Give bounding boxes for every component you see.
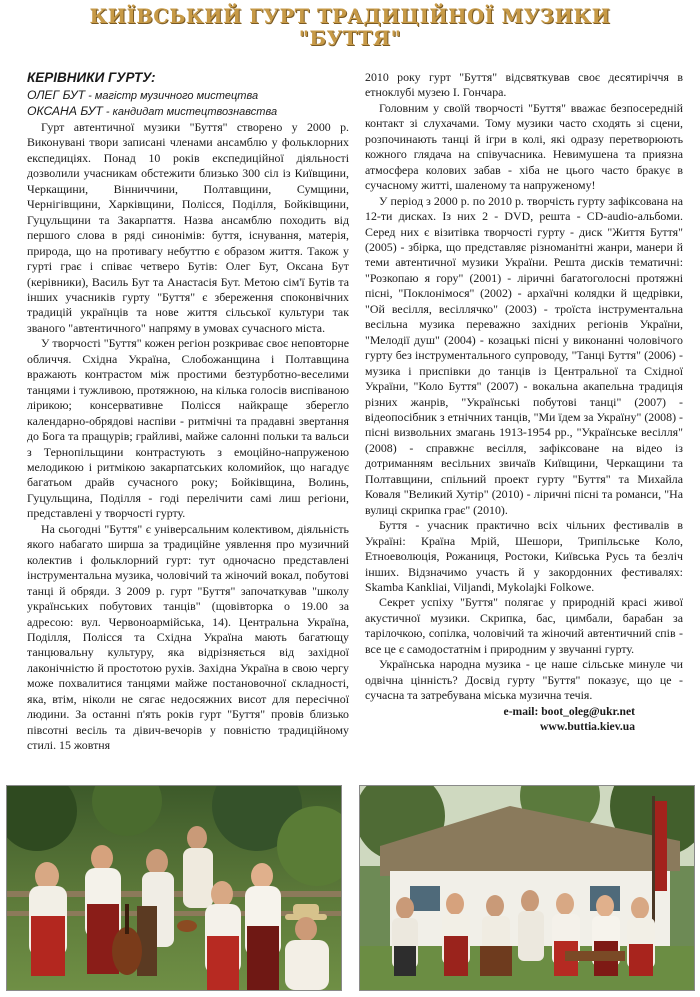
leader-role: - кандидат мистецтвознавства xyxy=(102,106,278,118)
paragraph: У творчості "Буття" кожен регіон розкриває своє неповторне обличчя. Східна Україна, Слобожанщина і Полтавщина вражають контрастом між простими безтурботно-веселими танцями і тужливою, протяжною, на кілька голосів виспіваною лірикою; консервативне Полісся найкраще зберегло календарно-обрядові наспіви - ритмічні та прадавні звертання до Бога та пращурів; грайливі, майже салонні польки та вальси з Тернопільщини контрастують з емоційно-напруженою мелодикою і ритмікою закарпатських коломийок, що нагадує багатьом драйв сучасного року; Бойківщина, Волинь, Гуцульщина, Поділля - годі перелічити самі лиш регіони, представлені у творчості гурту. xyxy=(27,336,349,521)
website-line xyxy=(365,719,635,734)
paragraph: Буття - учасник практично всіх чільних фестивалів в Україні: Країна Мрій, Шешори, Трипільське Коло, Етноеволюція, Рожаниця, Ростоки, Київська Русь та безліч інших. Відзначимо участь й у закордонних фестивалях: Skamba Kankliai, Viljandi, Mykolajki Folkowe. xyxy=(365,518,683,594)
leader-item xyxy=(27,88,349,104)
leader-role: - магістр музичного мистецтва xyxy=(85,90,259,102)
leader-name: ОЛЕГ БУТ xyxy=(27,88,86,102)
paragraph: Головним у своїй творчості "Буття" вважає безпосередній контакт зі слухачами. Тому музики часто сходять зі сцени, розпочинають танці й ігри в колі, які одразу перетворюють кожного глядача на співучасника. Невимушена та приязна атмосфера колових забав - хіба не цього часто бракує в сучасному житті, шаленому та напруженому! xyxy=(365,100,683,193)
email-label: e-mail: xyxy=(503,704,539,718)
leader-item xyxy=(27,104,349,120)
paragraph: Гурт автентичної музики "Буття" створено у 2000 р. Виконувані твори записані членами ансамблю у фольклорних експедиціях. Понад 10 років експедиційної діяльності дозволили учасникам обстежити близько 300 сіл із Київщини, Черкащини, Вінниччини, Полтавщини, Сумщини, Чернігівщини, Харківщини, Полісся, Поділля, Бойківщини, Гуцульщини та Закарпаття. Назва ансамблю походить від першого слова в ряді синонімів: буття, існування, матерія, природа, що на противагу небуттю є образом життя. Також у гурті грає і співає четверо Бутів: Олег Бут, Оксана Бут (керівники), Василь Бут та Анастасія Бут. Метою сім'ї Бутів та інших учасників гурту "Буття" є збереження споконвічних традицій українців та нове життя сільської культури так званого "автентичного" напряму в умовах сучасного міста. xyxy=(27,120,349,335)
title-line-2: "БУТТЯ" xyxy=(298,27,402,50)
right-column xyxy=(365,70,683,734)
email-link[interactable]: boot_oleg@ukr.net xyxy=(541,704,635,718)
paragraph: Секрет успіху "Буття" полягає у природній красі живої акустичної музики. Скрипка, бас, цимбали, барабан за тарілочкою, сопілка, чоловічий та жіночий автентичний спів - все це є самодостатнім і природним у звучанні гурту. xyxy=(365,595,683,656)
website-link[interactable]: www.buttia.kiev.ua xyxy=(539,719,635,733)
group-photo-hut-illustration xyxy=(360,786,694,990)
leaders-heading: КЕРІВНИКИ ГУРТУ: xyxy=(27,70,156,85)
left-column xyxy=(27,70,349,754)
paragraph: 2010 року гурт "Буття" відсвяткував своє десятиріччя в етноклубі музею І. Гончара. xyxy=(365,70,683,100)
page-title xyxy=(0,6,700,50)
email-line xyxy=(365,704,635,719)
paragraph: Українська народна музика - це наше сільське минуле чи одвічна цінність? Досвід гурту "Буття" показує, що це - сучасна та затребувана міська музична течія. xyxy=(365,657,683,703)
group-photo-garden-illustration xyxy=(7,786,341,990)
group-photo-hut xyxy=(359,785,695,991)
paragraph: У період з 2000 р. по 2010 р. творчість гурту зафіксована на 12-ти дисках. Із них 2 - DVD, решта - CD-audio-альбоми. Серед них є візитівка творчості гурту - диск "Життя Буття" (2005) - збірка, що представляє різноманітні жанри, манери й теми автентичної музики України. Решта дисків тематичні: "Розкопаю я гору" (2001) - ліричні багатоголосні протяжні пісні, "Поклонімося" (2002) - архаїчні колядки й щедрівки, "Ой весілля, весіллячко" (2003) - троїста інструментальна весільна музика переважно західних регіонів України, "Мелодії душ" (2004) - козацькі пісні у виконанні чоловічого гурту без інструментального супроводу, "Танці Буття" (2006) - музика і приспівки до танців із Центральної та Східної України, "Коло Буття" (2007) - вокальна акапельна традиція різних жанрів, "Українські побутові танці" (2007) - відеопосібник з етнічних танців, "Ми їдем за Україну" (2008) - пісні визвольних змагань 1913-1954 рр., "Українське весілля" (2008) - справжнє весілля, зафіксоване на відео із дотриманням весільних звичаїв Київщини, Черкащини та Полтавщини, спільний проект гурту "Буття" та Михайла Коваля "Великий Хутір" (2010) - ліричні пісні та романси, "На вулиці скрипка грає" (2010). xyxy=(365,193,683,517)
leader-name: ОКСАНА БУТ xyxy=(27,104,103,118)
group-photo-garden xyxy=(6,785,342,991)
title-line-1: КИЇВСЬКИЙ ГУРТ ТРАДИЦІЙНОЇ МУЗИКИ xyxy=(89,5,611,28)
paragraph: На сьогодні "Буття" є універсальним колективом, діяльність якого набагато ширша за традиційне уявлення про музичний колектив і фольклорний гурт: тут одночасно представлені інструментальна музика, чоловічий та жіночий вокал, побутові танці й обряди. З 2009 р. гурт "Буття" започаткував "школу українських побутових танців" (щовівторка о 19.00 за адресою: вул. Червоноармійська, 14). Центральна Україна, Поділля, Полісся та Східна Україна мають багатющу танцювальну культуру, яка відрізняється від західної лаконічністю й простотою рухів. Західна Україна в свою чергу може похвалитися танцями майже постановочної складності, яка, втім, ніколи не сягає недосяжних висот для пересічної людини. За останні п'ять років гурт "Буття" провів близько півсотні весіль та дівич-вечорів у повністю традиційному стилі. 15 жовтня xyxy=(27,521,349,753)
contact-block xyxy=(365,704,683,734)
